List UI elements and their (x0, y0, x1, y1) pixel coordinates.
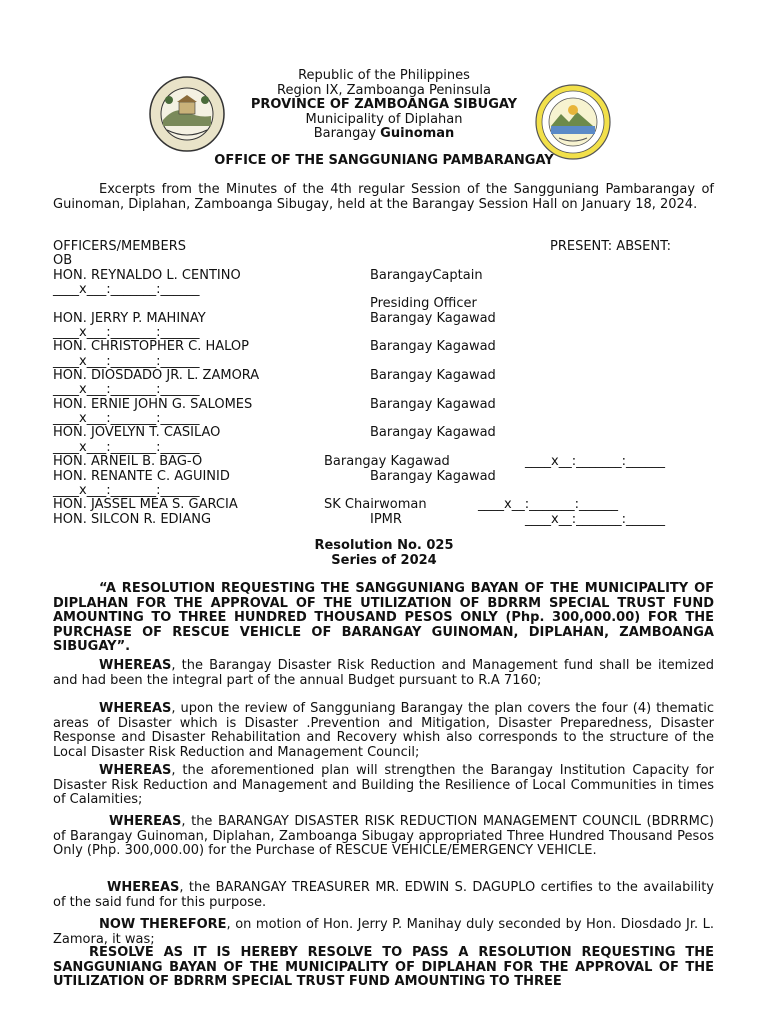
roster-member-position: BarangayCaptain (370, 267, 483, 283)
header-barangay-name: Guinoman (380, 126, 455, 141)
resolution-series: Series of 2024 (331, 552, 437, 568)
header-province: PROVINCE OF ZAMBOANGA SIBUGAY (250, 97, 518, 112)
roster-member-position: Barangay Kagawad (370, 310, 496, 326)
roster-member-name: HON. REYNALDO L. CENTINO (53, 267, 241, 283)
roster-member-name: HON. JOVELYN T. CASILAO (53, 425, 221, 441)
para-text: , the aforementioned plan will strengthen the Barangay Institution Capacity for Disaster Risk Reduction and Management and Building the Resilience of Local Communities in times of Calamities; (53, 763, 714, 807)
para-text: , on motion of Hon. Jerry P. Manihay duly seconded by Hon. Diosdado Jr. L. Zamora, it was; (53, 917, 715, 947)
roster-member-name: HON. ERNIE JOHN G. SALOMES (53, 396, 253, 412)
attendance-roster (53, 240, 733, 527)
roster-member-name: HON. SILCON R. EDIANG (53, 511, 212, 527)
header-barangay-prefix: Barangay (313, 126, 381, 141)
para-lead: WHEREAS (109, 814, 182, 829)
header-region: Region IX, Zamboanga Peninsula (277, 82, 491, 98)
resolved-paragraph (53, 946, 714, 990)
roster-member-name: HON. JASSEL MEA S. GARCIA (53, 497, 238, 513)
roster-member-position: Barangay Kagawad (370, 468, 496, 484)
roster-member-name: ____x___:_______:______ (53, 382, 200, 398)
roster-attendance-mark: ____x__:_______:______ (478, 497, 618, 513)
roster-row (53, 398, 733, 412)
intro-paragraph (53, 183, 714, 212)
roster-member-position: Barangay Kagawad (370, 368, 496, 384)
whereas-paragraph-3 (53, 764, 714, 808)
resolution-title (53, 582, 714, 655)
para-lead: WHEREAS (99, 763, 172, 778)
roster-row (53, 455, 733, 469)
para-lead: WHEREAS (99, 658, 172, 673)
whereas-paragraph-5 (53, 881, 714, 910)
para-lead: WHEREAS (99, 701, 172, 716)
header-barangay (0, 127, 768, 142)
roster-row (53, 312, 733, 326)
roster-col-status: PRESENT: ABSENT: (550, 239, 671, 254)
roster-member-name: ____x___:_______:______ (53, 482, 200, 498)
roster-member-position: Barangay Kagawad (370, 425, 496, 441)
roster-col-officers: OFFICERS/MEMBERS (53, 239, 187, 254)
whereas-paragraph-1 (53, 659, 714, 688)
para-text: , the Barangay Disaster Risk Reduction and Management fund shall be itemized and had been the integral part of the annual Budget pursuant to R.A 7160; (53, 658, 714, 688)
roster-member-name: HON. RENANTE C. AGUINID (53, 468, 230, 484)
roster-member-name: HON. CHRISTOPHER C. HALOP (53, 339, 249, 355)
roster-row (53, 297, 733, 311)
para-text: , the BARANGAY DISASTER RISK REDUCTION MANAGEMENT COUNCIL (BDRRMC) of Barangay Guinoman, Diplahan, Zamboanga Sibugay appropriated Three Hundred Thousand Pesos Only (Php. 300,000.00) for the Purchase of RESCUE VEHICLE/EMERGENCY VEHICLE. (53, 814, 714, 858)
roster-row (53, 369, 733, 383)
roster-col-ob: OB (53, 253, 73, 269)
roster-member-name: ____x___:_______:______ (53, 325, 200, 341)
whereas-paragraph-2 (53, 702, 714, 760)
roster-row (53, 426, 733, 440)
roster-row (53, 355, 733, 369)
roster-rows (53, 269, 733, 527)
header-municipality: Municipality of Diplahan (305, 111, 463, 127)
resolution-number: Resolution No. 025 (314, 538, 454, 553)
roster-header-row (53, 240, 733, 254)
para-lead: WHEREAS (107, 880, 180, 895)
roster-row (53, 269, 733, 283)
resolved-text: RESOLVE AS IT IS HEREBY RESOLVE TO PASS A RESOLUTION REQUESTING THE SANGGUNIANG BAYAN OF THE MUNICIPALITY OF DIPLAHAN FOR THE APPROVAL OF THE UTILIZATION OF BDRRM SPECIAL TRUST FUND AMOUNTING TO THREE (53, 945, 714, 989)
roster-member-name: ____x___:_______:______ (53, 439, 200, 455)
roster-row (53, 340, 733, 354)
roster-attendance-mark: ____x__:_______:______ (525, 454, 665, 470)
roster-row (53, 383, 733, 397)
para-text: , upon the review of Sangguniang Barangay the plan covers the four (4) thematic areas of Disaster which is Disaster .Prevention and Mitigation, Disaster Preparedness, Disaster Response and Disaster Rehabilitation and Recovery whish also corresponds to the structure of the Local Disaster Risk Reduction and Management Council; (53, 701, 714, 760)
resolution-heading (0, 539, 768, 568)
roster-row (53, 441, 733, 455)
intro-text: Excerpts from the Minutes of the 4th regular Session of the Sangguniang Pambarangay of Guinoman, Diplahan, Zamboanga Sibugay, held at the Barangay Session Hall on January 18, 2024. (53, 182, 714, 212)
roster-member-position: SK Chairwoman (324, 497, 427, 513)
roster-ob-row (53, 254, 733, 268)
header-republic: Republic of the Philippines (298, 68, 470, 83)
para-lead: NOW THEREFORE (99, 917, 227, 932)
roster-member-name: ____x___:_______:______ (53, 411, 200, 427)
roster-member-position: Barangay Kagawad (370, 339, 496, 355)
roster-row (53, 412, 733, 426)
roster-row (53, 326, 733, 340)
document-header (0, 69, 768, 142)
roster-member-position: IPMR (370, 511, 402, 527)
roster-member-name: ____x___:_______:______ (53, 353, 200, 369)
roster-row (53, 470, 733, 484)
resolution-title-text: “A RESOLUTION REQUESTING THE SANGGUNIANG BAYAN OF THE MUNICIPALITY OF DIPLAHAN FOR THE APPROVAL OF THE UTILIZATION OF BDRRM SPECIAL TRUST FUND AMOUNTING TO THREE HUNDRED THOUSAND PESOS ONLY (Php. 300,000.00) FOR THE PURCHASE OF RESCUE VEHICLE OF BARANGAY GUINOMAN, DIPLAHAN, ZAMBOANGA SIBUGAY”. (53, 581, 714, 654)
roster-attendance-mark: ____x__:_______:______ (525, 511, 665, 527)
roster-row (53, 484, 733, 498)
roster-row (53, 498, 733, 512)
roster-member-name: HON. ARNEIL B. BAG-O (53, 454, 203, 470)
whereas-paragraph-4 (53, 815, 714, 859)
roster-row (53, 513, 733, 527)
roster-member-name: HON. DIOSDADO JR. L. ZAMORA (53, 368, 260, 384)
roster-member-position: Barangay Kagawad (370, 396, 496, 412)
roster-member-position: Presiding Officer (370, 296, 477, 312)
roster-row (53, 283, 733, 297)
roster-member-name: HON. JERRY P. MAHINAY (53, 310, 206, 326)
para-text: , the BARANGAY TREASURER MR. EDWIN S. DAGUPLO certifies to the availability of the said fund for this purpose. (53, 880, 714, 910)
roster-member-position: Barangay Kagawad (324, 454, 450, 470)
roster-member-name: ____x___:_______:______ (53, 282, 200, 298)
office-title: OFFICE OF THE SANGGUNIANG PAMBARANGAY (214, 153, 554, 168)
now-therefore-paragraph (53, 918, 714, 947)
